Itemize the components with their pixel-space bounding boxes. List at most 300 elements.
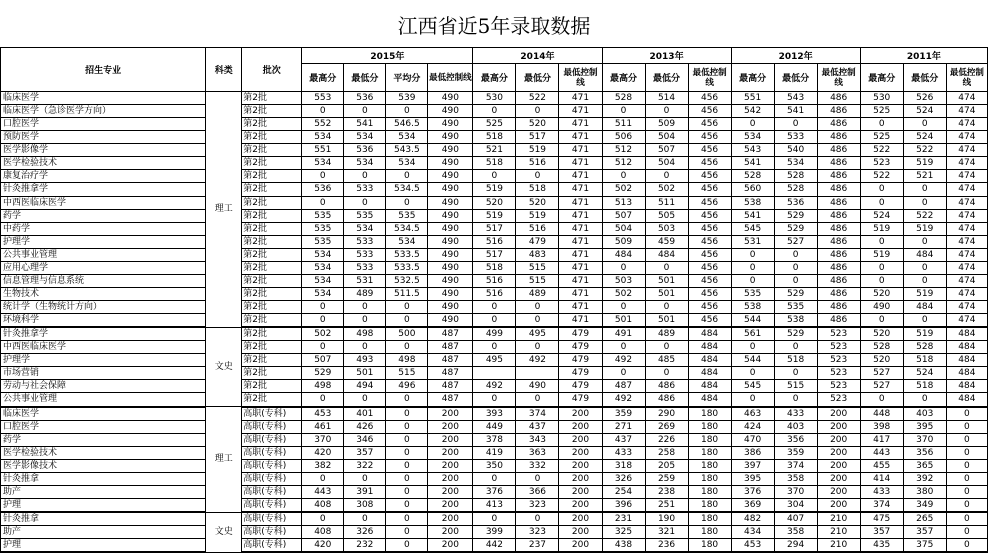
score-cell: 492 (473, 380, 516, 393)
score-cell: 210 (817, 539, 860, 553)
score-cell: 382 (302, 459, 344, 472)
score-cell: 518 (473, 261, 516, 274)
score-cell: 0 (602, 105, 645, 118)
score-cell: 513 (602, 196, 645, 209)
table-row (1, 459, 988, 472)
score-cell: 521 (903, 170, 946, 183)
score-cell: 519 (903, 287, 946, 300)
score-cell: 533.5 (386, 261, 428, 274)
score-cell: 343 (516, 433, 559, 446)
score-cell: 511 (602, 118, 645, 131)
major-cell: 市场营销 (1, 367, 206, 380)
score-cell: 487 (428, 341, 473, 354)
score-cell: 530 (473, 92, 516, 105)
score-cell: 0 (860, 196, 903, 209)
batch-cell: 第2批 (242, 287, 302, 300)
score-cell: 0 (645, 341, 688, 354)
major-cell: 生物技术 (1, 287, 206, 300)
score-cell: 512 (602, 144, 645, 157)
score-cell: 498 (302, 380, 344, 393)
score-cell: 479 (559, 327, 602, 341)
score-cell: 534 (344, 131, 386, 144)
score-cell: 486 (817, 144, 860, 157)
score-cell: 474 (946, 222, 987, 235)
batch-cell: 第2批 (242, 235, 302, 248)
score-cell: 492 (516, 354, 559, 367)
major-cell: 护理学 (1, 354, 206, 367)
score-cell: 0 (602, 301, 645, 314)
score-cell: 356 (774, 433, 817, 446)
score-cell: 482 (731, 512, 774, 526)
score-cell: 524 (903, 367, 946, 380)
batch-cell: 高职(专科) (242, 498, 302, 512)
score-cell: 0 (473, 512, 516, 526)
score-cell: 456 (688, 235, 731, 248)
score-cell: 479 (559, 380, 602, 393)
major-cell: 中药学 (1, 222, 206, 235)
batch-cell: 第2批 (242, 105, 302, 118)
score-cell: 378 (473, 433, 516, 446)
score-cell: 519 (860, 248, 903, 261)
score-cell: 490 (428, 105, 473, 118)
score-cell: 486 (817, 131, 860, 144)
score-cell: 551 (302, 144, 344, 157)
score-cell: 251 (645, 498, 688, 512)
score-cell: 518 (774, 354, 817, 367)
score-cell: 518 (903, 354, 946, 367)
score-cell: 535 (344, 209, 386, 222)
score-cell: 474 (946, 314, 987, 328)
score-cell: 366 (516, 485, 559, 498)
score-cell: 486 (645, 380, 688, 393)
score-cell: 332 (516, 459, 559, 472)
table-row (1, 235, 988, 248)
score-cell: 501 (344, 367, 386, 380)
table-row (1, 92, 988, 105)
score-cell: 533 (774, 131, 817, 144)
score-cell: 456 (688, 196, 731, 209)
score-cell: 551 (731, 92, 774, 105)
score-cell: 210 (817, 512, 860, 526)
batch-cell: 第2批 (242, 118, 302, 131)
score-cell: 0 (386, 420, 428, 433)
score-cell: 0 (774, 367, 817, 380)
score-cell: 0 (731, 274, 774, 287)
score-cell: 433 (774, 407, 817, 421)
major-cell: 医学检验技术 (1, 446, 206, 459)
score-cell: 398 (860, 420, 903, 433)
score-cell: 471 (559, 92, 602, 105)
score-cell: 525 (473, 118, 516, 131)
batch-cell: 第2批 (242, 170, 302, 183)
score-cell: 487 (428, 327, 473, 341)
score-cell: 519 (473, 209, 516, 222)
batch-cell: 第2批 (242, 314, 302, 328)
score-cell: 502 (302, 327, 344, 341)
table-row (1, 341, 988, 354)
score-cell: 528 (731, 170, 774, 183)
major-cell: 应用心理学 (1, 261, 206, 274)
score-cell: 0 (386, 196, 428, 209)
score-cell: 323 (516, 498, 559, 512)
score-cell: 438 (602, 539, 645, 553)
score-cell: 0 (731, 367, 774, 380)
score-cell: 456 (688, 157, 731, 170)
score-cell: 420 (302, 539, 344, 553)
score-cell: 517 (473, 248, 516, 261)
score-cell: 490 (428, 235, 473, 248)
score-cell: 0 (946, 526, 987, 539)
score-cell: 433 (602, 446, 645, 459)
score-cell: 474 (946, 248, 987, 261)
score-cell: 486 (817, 222, 860, 235)
score-cell: 200 (428, 512, 473, 526)
score-cell: 535 (302, 222, 344, 235)
major-cell: 医学检验技术 (1, 157, 206, 170)
score-cell: 0 (731, 261, 774, 274)
score-cell: 413 (473, 498, 516, 512)
score-cell: 0 (473, 314, 516, 328)
header-max-2014: 最高分 (473, 64, 516, 92)
score-cell: 490 (428, 261, 473, 274)
header-control-2013: 最低控制线 (688, 64, 731, 92)
score-cell: 443 (302, 485, 344, 498)
table-row (1, 314, 988, 328)
score-cell: 490 (428, 92, 473, 105)
table-row (1, 196, 988, 209)
score-cell: 0 (302, 314, 344, 328)
score-cell: 534 (344, 222, 386, 235)
score-cell: 0 (344, 314, 386, 328)
score-cell: 523 (817, 393, 860, 407)
score-cell: 0 (774, 261, 817, 274)
header-avg-2015: 平均分 (386, 64, 428, 92)
score-cell: 545 (731, 222, 774, 235)
score-cell: 397 (731, 459, 774, 472)
score-cell: 180 (688, 526, 731, 539)
score-cell: 484 (903, 248, 946, 261)
score-cell: 520 (516, 118, 559, 131)
major-cell: 医学影像学 (1, 144, 206, 157)
major-cell: 医学影像技术 (1, 459, 206, 472)
score-cell: 486 (817, 196, 860, 209)
score-cell: 487 (428, 393, 473, 407)
score-cell: 470 (731, 433, 774, 446)
table-row (1, 472, 988, 485)
score-cell: 471 (559, 196, 602, 209)
score-cell: 200 (817, 485, 860, 498)
score-cell: 471 (559, 248, 602, 261)
batch-cell: 第2批 (242, 380, 302, 393)
major-cell: 针灸推拿 (1, 472, 206, 485)
score-cell: 456 (688, 183, 731, 196)
score-cell: 0 (860, 118, 903, 131)
score-cell: 484 (946, 341, 987, 354)
score-cell: 528 (774, 183, 817, 196)
score-cell: 484 (946, 354, 987, 367)
score-cell: 521 (473, 144, 516, 157)
score-cell: 0 (946, 407, 987, 421)
score-cell: 498 (344, 327, 386, 341)
header-major: 招生专业 (1, 48, 206, 92)
score-cell: 523 (817, 354, 860, 367)
score-cell: 232 (344, 539, 386, 553)
score-cell: 0 (302, 512, 344, 526)
score-cell: 536 (302, 183, 344, 196)
score-cell: 358 (774, 472, 817, 485)
score-cell: 200 (428, 498, 473, 512)
score-cell: 453 (302, 407, 344, 421)
score-cell: 492 (602, 354, 645, 367)
score-cell: 518 (473, 157, 516, 170)
score-cell: 290 (645, 407, 688, 421)
score-cell: 486 (817, 301, 860, 314)
score-cell: 180 (688, 446, 731, 459)
major-cell: 公共事业管理 (1, 248, 206, 261)
score-cell: 200 (428, 539, 473, 553)
batch-cell: 高职(专科) (242, 433, 302, 446)
score-cell: 0 (516, 393, 559, 407)
score-cell: 456 (688, 131, 731, 144)
score-cell: 552 (302, 118, 344, 131)
score-cell: 408 (302, 498, 344, 512)
score-cell: 471 (559, 235, 602, 248)
score-cell: 0 (602, 367, 645, 380)
score-cell: 0 (344, 512, 386, 526)
table-row (1, 301, 988, 314)
table-row (1, 183, 988, 196)
score-cell: 386 (731, 446, 774, 459)
major-cell: 临床医学 (1, 92, 206, 105)
score-cell: 474 (946, 105, 987, 118)
score-cell: 529 (774, 327, 817, 341)
score-cell: 456 (688, 170, 731, 183)
score-cell: 474 (946, 235, 987, 248)
score-cell: 532.5 (386, 274, 428, 287)
header-min-2015: 最低分 (344, 64, 386, 92)
score-cell: 0 (386, 105, 428, 118)
score-cell: 417 (860, 433, 903, 446)
score-cell: 486 (817, 105, 860, 118)
score-cell: 518 (903, 380, 946, 393)
score-cell: 479 (559, 341, 602, 354)
score-cell: 544 (731, 314, 774, 328)
score-cell: 0 (386, 459, 428, 472)
score-cell: 0 (946, 472, 987, 485)
score-cell: 200 (817, 433, 860, 446)
score-cell: 403 (903, 407, 946, 421)
score-cell: 259 (645, 472, 688, 485)
table-row (1, 157, 988, 170)
score-cell: 0 (903, 274, 946, 287)
batch-cell: 高职(专科) (242, 420, 302, 433)
score-cell: 0 (473, 393, 516, 407)
score-cell: 200 (817, 420, 860, 433)
table-row (1, 539, 988, 553)
score-cell: 507 (645, 144, 688, 157)
score-cell: 523 (817, 380, 860, 393)
header-control-2012: 最低控制线 (817, 64, 860, 92)
score-cell: 365 (903, 459, 946, 472)
score-cell: 456 (688, 105, 731, 118)
score-cell: 490 (428, 222, 473, 235)
score-cell: 392 (903, 472, 946, 485)
batch-cell: 第2批 (242, 367, 302, 380)
score-cell: 489 (344, 287, 386, 300)
score-cell: 489 (645, 327, 688, 341)
score-cell: 0 (774, 393, 817, 407)
score-cell: 522 (516, 92, 559, 105)
score-cell: 471 (559, 314, 602, 328)
score-cell: 519 (860, 222, 903, 235)
score-cell: 523 (817, 327, 860, 341)
category-cell: 文史 (206, 512, 242, 552)
score-cell: 200 (559, 459, 602, 472)
score-cell: 512 (602, 157, 645, 170)
score-cell: 200 (428, 459, 473, 472)
batch-cell: 高职(专科) (242, 446, 302, 459)
score-cell: 535 (774, 301, 817, 314)
major-cell: 助产 (1, 485, 206, 498)
score-cell: 455 (860, 459, 903, 472)
score-cell: 200 (559, 526, 602, 539)
score-cell: 541 (731, 209, 774, 222)
score-cell: 529 (774, 209, 817, 222)
score-cell: 520 (860, 287, 903, 300)
score-cell: 0 (344, 393, 386, 407)
score-cell: 486 (817, 183, 860, 196)
score-cell: 0 (731, 393, 774, 407)
score-cell: 180 (688, 485, 731, 498)
score-cell: 490 (428, 118, 473, 131)
score-cell: 374 (516, 407, 559, 421)
table-row (1, 105, 988, 118)
score-cell: 560 (731, 183, 774, 196)
score-cell: 536 (344, 92, 386, 105)
score-cell: 474 (946, 196, 987, 209)
score-cell: 0 (386, 485, 428, 498)
score-cell: 200 (559, 539, 602, 553)
score-cell: 180 (688, 407, 731, 421)
score-cell: 534 (386, 157, 428, 170)
score-cell: 0 (946, 498, 987, 512)
score-cell: 479 (559, 367, 602, 380)
score-cell: 486 (817, 118, 860, 131)
score-cell: 530 (860, 92, 903, 105)
score-cell: 524 (860, 209, 903, 222)
score-cell: 540 (774, 144, 817, 157)
header-min-2014: 最低分 (516, 64, 559, 92)
batch-cell: 第2批 (242, 248, 302, 261)
score-cell: 0 (602, 261, 645, 274)
score-cell: 509 (645, 118, 688, 131)
batch-cell: 第2批 (242, 354, 302, 367)
score-cell: 504 (645, 131, 688, 144)
score-cell: 471 (559, 261, 602, 274)
score-cell: 0 (473, 301, 516, 314)
score-cell: 535 (386, 209, 428, 222)
table-row (1, 446, 988, 459)
score-cell: 479 (516, 235, 559, 248)
score-cell: 534 (302, 157, 344, 170)
score-cell: 533 (344, 183, 386, 196)
batch-cell: 第2批 (242, 183, 302, 196)
table-row (1, 209, 988, 222)
score-cell: 490 (428, 196, 473, 209)
score-cell: 534 (774, 157, 817, 170)
score-cell: 471 (559, 209, 602, 222)
score-cell: 471 (559, 222, 602, 235)
score-cell: 479 (559, 393, 602, 407)
header-batch: 批次 (242, 48, 302, 92)
score-cell: 490 (428, 209, 473, 222)
score-cell: 474 (946, 261, 987, 274)
score-cell: 0 (731, 341, 774, 354)
header-year-2013: 2013年 (602, 48, 731, 64)
score-cell: 0 (645, 301, 688, 314)
score-cell: 533.5 (386, 248, 428, 261)
score-cell: 0 (903, 118, 946, 131)
table-row (1, 498, 988, 512)
major-cell: 护理学 (1, 235, 206, 248)
score-cell: 561 (731, 327, 774, 341)
table-row (1, 433, 988, 446)
score-cell: 528 (903, 341, 946, 354)
major-cell: 临床医学（急诊医学方向） (1, 105, 206, 118)
batch-cell: 高职(专科) (242, 407, 302, 421)
score-cell: 0 (946, 433, 987, 446)
batch-cell: 高职(专科) (242, 485, 302, 498)
score-cell: 180 (688, 472, 731, 485)
score-cell: 486 (817, 248, 860, 261)
score-cell: 535 (731, 287, 774, 300)
score-cell: 0 (344, 170, 386, 183)
score-cell: 514 (645, 92, 688, 105)
score-cell: 515 (516, 274, 559, 287)
table-row (1, 367, 988, 380)
score-cell: 492 (602, 393, 645, 407)
score-cell: 486 (817, 157, 860, 170)
score-cell: 396 (602, 498, 645, 512)
score-cell: 471 (559, 287, 602, 300)
batch-cell: 第2批 (242, 274, 302, 287)
header-year-2011: 2011年 (860, 48, 987, 64)
header-max-2015: 最高分 (302, 64, 344, 92)
score-cell: 535 (302, 209, 344, 222)
major-cell: 康复治疗学 (1, 170, 206, 183)
score-cell: 200 (428, 433, 473, 446)
score-cell: 456 (688, 222, 731, 235)
score-cell: 0 (386, 539, 428, 553)
score-cell: 200 (817, 472, 860, 485)
header-max-2013: 最高分 (602, 64, 645, 92)
score-cell: 200 (428, 446, 473, 459)
score-cell: 546.5 (386, 118, 428, 131)
batch-cell: 高职(专科) (242, 539, 302, 553)
score-cell: 0 (731, 118, 774, 131)
score-cell: 519 (516, 209, 559, 222)
score-cell: 534 (302, 287, 344, 300)
score-cell: 231 (602, 512, 645, 526)
score-cell: 0 (386, 498, 428, 512)
score-cell: 433 (860, 485, 903, 498)
score-cell: 0 (302, 105, 344, 118)
score-cell: 318 (602, 459, 645, 472)
score-cell: 531 (344, 274, 386, 287)
score-cell: 456 (688, 118, 731, 131)
score-cell: 529 (302, 367, 344, 380)
score-cell: 503 (602, 274, 645, 287)
